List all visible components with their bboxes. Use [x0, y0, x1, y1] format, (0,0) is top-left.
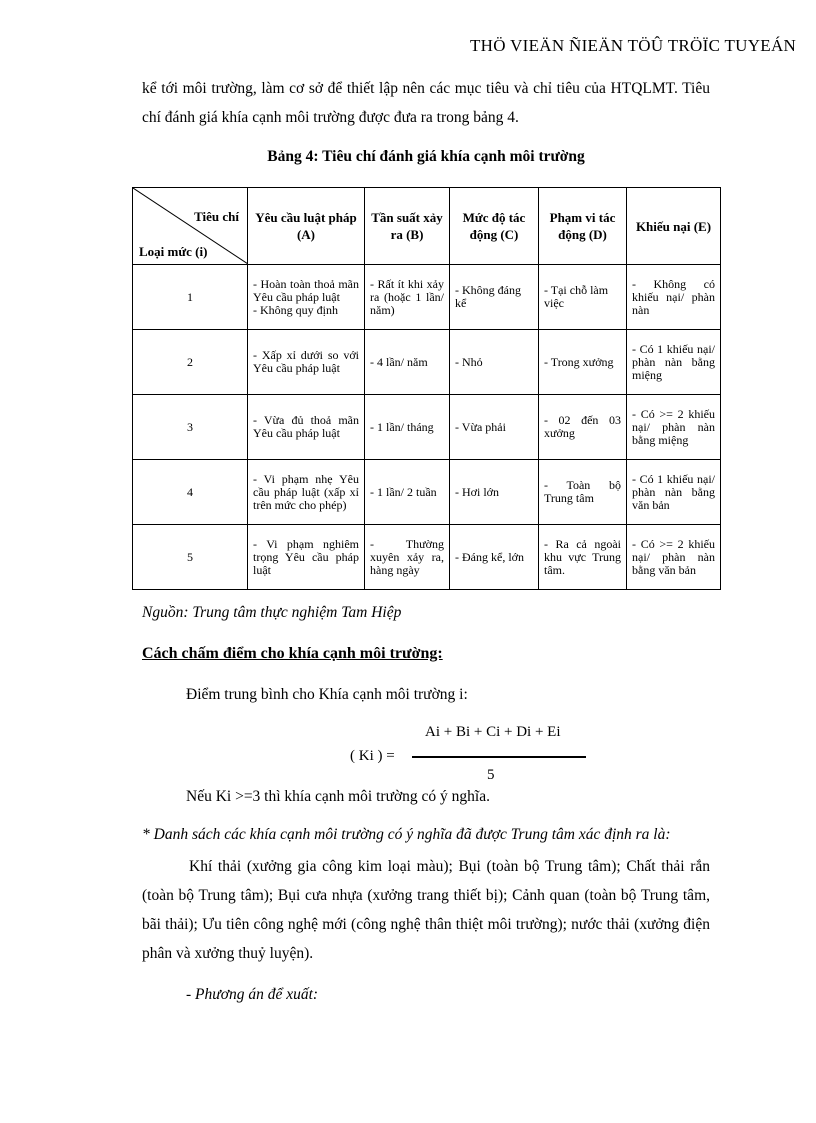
table-cell: - Ra cả ngoài khu vực Trung tâm.	[539, 525, 627, 590]
table-caption: Bảng 4: Tiêu chí đánh giá khía cạnh môi trường	[267, 148, 585, 165]
table-cell: - Hơi lớn	[450, 460, 539, 525]
level-cell: 2	[133, 330, 248, 395]
table-cell: - Vi phạm nghiêm trọng Yêu cầu pháp luật	[248, 525, 365, 590]
score-formula	[350, 724, 600, 790]
table-cell: - Vừa đủ thoả mãn Yêu cầu pháp luật	[248, 395, 365, 460]
formula-numerator: Ai + Bi + Ci + Di + Ei	[425, 724, 561, 740]
table-cell: - Trong xưởng	[539, 330, 627, 395]
table-cell: - Tại chỗ làm việc	[539, 265, 627, 330]
corner-bottom-label: Loại mức (i)	[139, 244, 208, 259]
table-cell: - 1 lần/ tháng	[365, 395, 450, 460]
table-cell: - 4 lần/ năm	[365, 330, 450, 395]
table-cell: - 02 đến 03 xưởng	[539, 395, 627, 460]
table-cell: - 1 lần/ 2 tuần	[365, 460, 450, 525]
table-cell: - Có >= 2 khiếu nại/ phàn nàn bằng miệng	[627, 395, 721, 460]
criteria-table	[132, 187, 721, 590]
header-cell: Phạm vi tác động (D)	[539, 188, 627, 265]
corner-header	[133, 188, 248, 265]
corner-top-label: Tiêu chí	[194, 209, 239, 224]
table-cell: - Có 1 khiếu nại/ phàn nàn bằng văn bản	[627, 460, 721, 525]
page-header: THÖ VIEÄN ÑIEÄN TÖÛ TRÖÏC TUYEÁN	[470, 36, 797, 55]
table-row	[133, 460, 721, 525]
table-row	[133, 330, 721, 395]
section-heading: Cách chấm điểm cho khía cạnh môi trường:	[142, 645, 443, 662]
table-cell: - Hoàn toàn thoả mãn Yêu cầu pháp luật - Không quy định	[248, 265, 365, 330]
table-cell: - Không có khiếu nại/ phàn nàn	[627, 265, 721, 330]
significance-condition: Nếu Ki >=3 thì khía cạnh môi trường có ý nghĩa.	[186, 788, 490, 805]
header-cell: Yêu cầu luật pháp (A)	[248, 188, 365, 265]
header-cell: Khiếu nại (E)	[627, 188, 721, 265]
formula-lhs: ( Ki ) =	[350, 748, 395, 764]
table-cell: - Vừa phải	[450, 395, 539, 460]
table-header-row	[133, 188, 721, 265]
table-row	[133, 395, 721, 460]
list-intro: * Danh sách các khía cạnh môi trường có ý nghĩa đã được Trung tâm xác định ra là:	[142, 826, 671, 843]
fraction-bar	[412, 756, 586, 758]
intro-paragraph: kể tới môi trường, làm cơ sở để thiết lập nên các mục tiêu và chỉ tiêu của HTQLMT. Tiêu chí đánh giá khía cạnh môi trường được đưa ra trong bảng 4.	[142, 80, 710, 126]
aspects-list-paragraph: Khí thải (xưởng gia công kim loại màu); Bụi (toàn bộ Trung tâm); Chất thải rắn (toàn bộ Trung tâm); Bụi cưa nhựa (xưởng trang thiết bị); Cảnh quan (toàn bộ Trung tâm, bãi thải); Ưu tiên công nghệ mới (công nghệ thân thiệt môi trường); nước thải (xưởng điện phân và xưởng thuỷ luyện).	[142, 858, 710, 962]
average-intro: Điểm trung bình cho Khía cạnh môi trường i:	[186, 686, 468, 703]
table-cell: - Rất ít khi xảy ra (hoặc 1 lần/ năm)	[365, 265, 450, 330]
table-cell: - Có 1 khiếu nại/ phàn nàn bằng miệng	[627, 330, 721, 395]
header-cell: Mức độ tác động (C)	[450, 188, 539, 265]
formula-denominator: 5	[487, 767, 495, 783]
table-cell: - Vi phạm nhẹ Yêu cầu pháp luật (xấp xỉ trên mức cho phép)	[248, 460, 365, 525]
level-cell: 5	[133, 525, 248, 590]
proposal-line	[186, 986, 318, 1004]
table-cell: - Toàn bộ Trung tâm	[539, 460, 627, 525]
table-cell: - Nhỏ	[450, 330, 539, 395]
level-cell: 3	[133, 395, 248, 460]
header-cell: Tần suất xảy ra (B)	[365, 188, 450, 265]
proposal-dash: -	[186, 986, 196, 1003]
proposal-label: Phương án để xuất:	[195, 986, 319, 1003]
table-cell: - Có >= 2 khiếu nại/ phàn nàn bằng văn bản	[627, 525, 721, 590]
table-cell: - Thường xuyên xảy ra, hàng ngày	[365, 525, 450, 590]
table-cell: - Không đáng kể	[450, 265, 539, 330]
level-cell: 4	[133, 460, 248, 525]
level-cell: 1	[133, 265, 248, 330]
table-row	[133, 525, 721, 590]
table-row	[133, 265, 721, 330]
table-source: Nguồn: Trung tâm thực nghiệm Tam Hiệp	[142, 604, 402, 621]
table-cell: - Xấp xỉ dưới so với Yêu cầu pháp luật	[248, 330, 365, 395]
table-cell: - Đáng kể, lớn	[450, 525, 539, 590]
